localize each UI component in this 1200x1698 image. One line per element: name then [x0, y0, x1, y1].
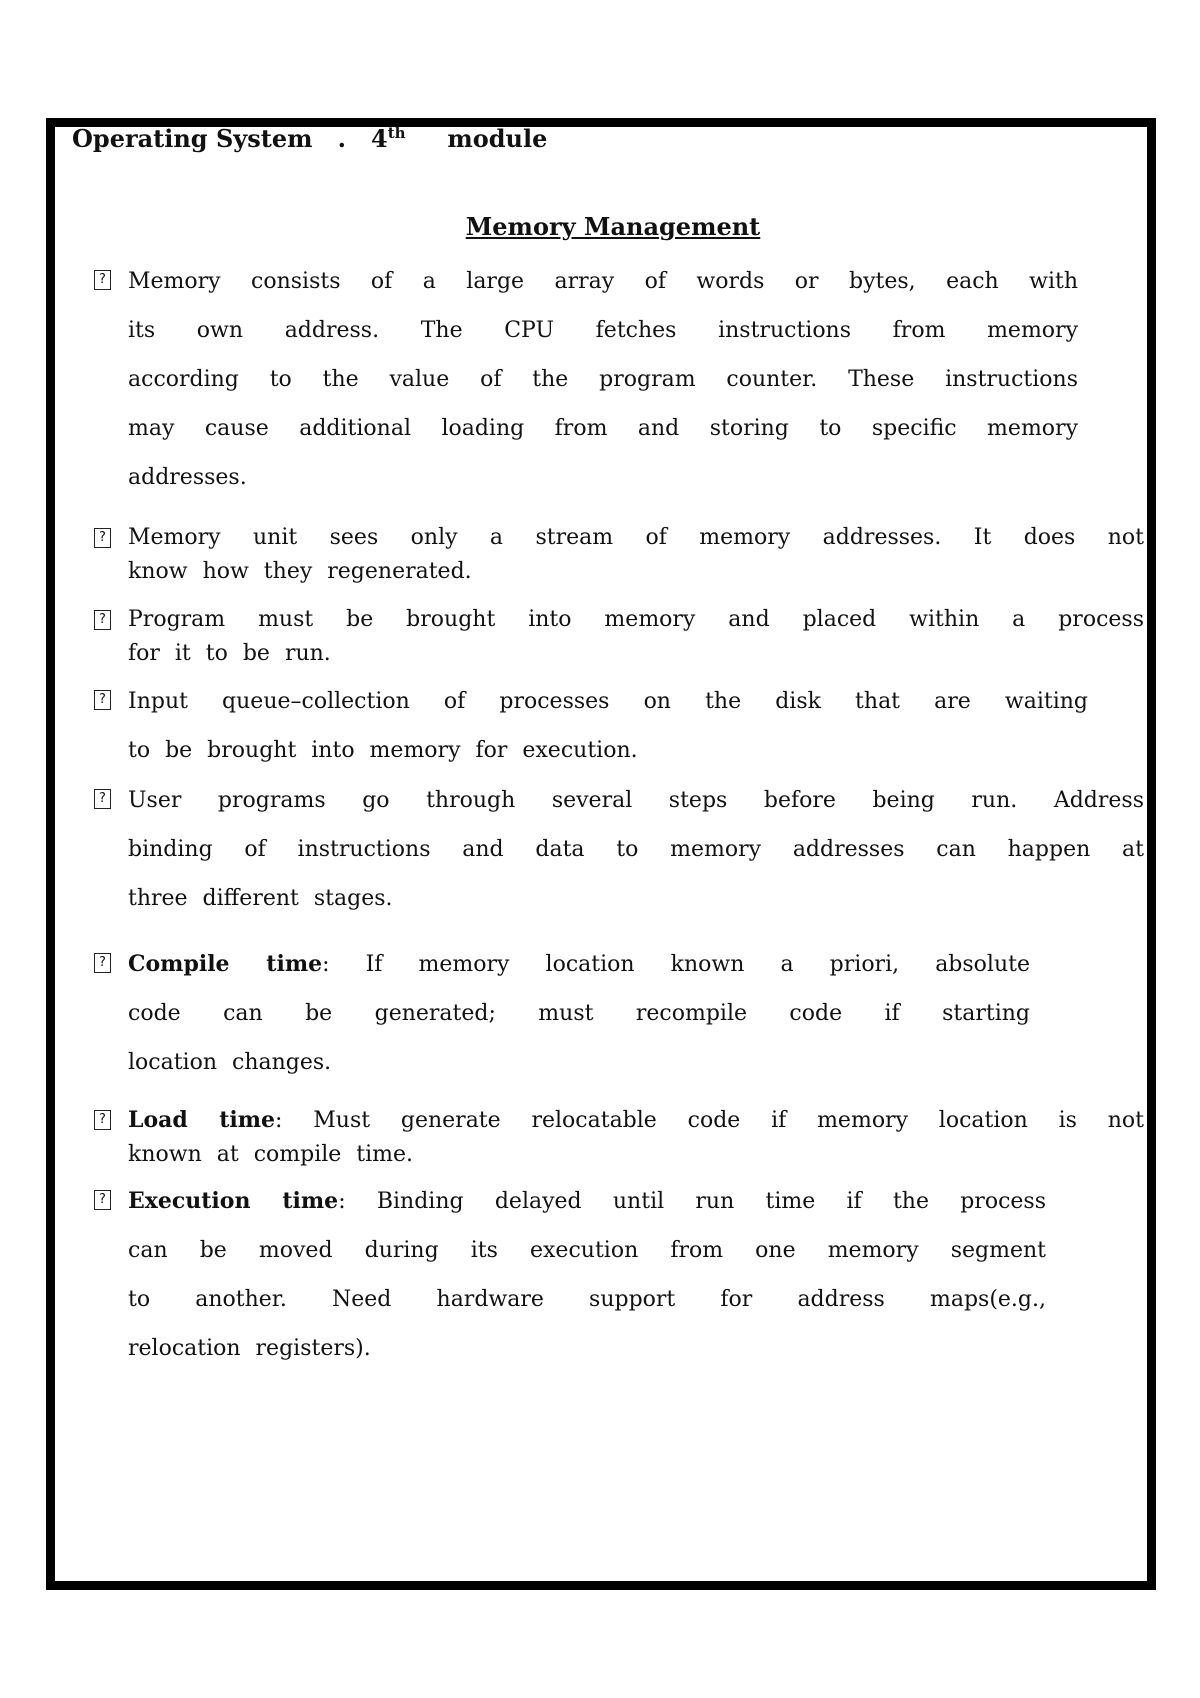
box-icon: ?: [94, 1190, 111, 1210]
text-line: binding of instructions and data to memory addresses can happen at: [128, 837, 1144, 862]
text-line: according to the value of the program counter. These instructions: [128, 367, 1078, 392]
bullet-text: [128, 940, 1030, 1087]
bullet-text: [128, 603, 1144, 671]
term-load-time: Load time: [128, 1107, 276, 1133]
box-icon: ?: [94, 610, 111, 630]
text-line: relocation registers).: [128, 1336, 371, 1361]
bullet-text: [128, 257, 1078, 502]
text-line: [128, 1103, 1144, 1138]
page-header: [72, 124, 547, 153]
text-line: for it to be run.: [128, 641, 331, 666]
text-line: [128, 940, 1030, 989]
text-line: can be moved during its execution from one memory segment: [128, 1238, 1046, 1263]
header-separator: .: [337, 124, 346, 153]
text-line: Program must be brought into memory and placed within a process: [128, 607, 1144, 632]
bullet-text: [128, 776, 1144, 923]
text-line: Input queue–collection of processes on the disk that are waiting: [128, 689, 1088, 714]
term-definition: : Binding delayed until run time if the process: [338, 1189, 1046, 1214]
bullet-text: [128, 677, 1088, 775]
text-line: code can be generated; must recompile code if starting: [128, 1001, 1030, 1026]
text-line: Memory unit sees only a stream of memory addresses. It does not: [128, 525, 1144, 550]
header-module-label: module: [447, 124, 548, 153]
box-icon: ?: [94, 690, 111, 710]
text-line: its own address. The CPU fetches instructions from memory: [128, 318, 1078, 343]
text-line: three different stages.: [128, 886, 393, 911]
term-execution-time: Execution time: [128, 1188, 339, 1214]
term-definition: : If memory location known a priori, absolute: [322, 952, 1030, 977]
text-line: to be brought into memory for execution.: [128, 738, 638, 763]
text-line: addresses.: [128, 465, 247, 490]
header-subject: Operating System: [72, 124, 313, 153]
bullet-text: [128, 521, 1144, 589]
page-title: Memory Management: [465, 212, 761, 241]
text-line: User programs go through several steps before being run. Address: [128, 788, 1144, 813]
bullet-text: [128, 1103, 1144, 1172]
box-icon: ?: [94, 528, 111, 548]
text-line: [128, 1177, 1046, 1226]
text-line: known at compile time.: [128, 1142, 414, 1167]
box-icon: ?: [94, 270, 111, 290]
box-icon: ?: [94, 953, 111, 973]
text-line: to another. Need hardware support for address maps(e.g.,: [128, 1287, 1046, 1312]
box-icon: ?: [94, 789, 111, 809]
box-icon: ?: [94, 1110, 111, 1130]
term-definition: : Must generate relocatable code if memory location is not: [275, 1108, 1144, 1133]
text-line: know how they regenerated.: [128, 559, 472, 584]
term-compile-time: Compile time: [128, 951, 323, 977]
text-line: Memory consists of a large array of words or bytes, each with: [128, 269, 1078, 294]
text-line: location changes.: [128, 1050, 332, 1075]
header-module-number: 4: [371, 124, 388, 153]
header-ordinal-suffix: th: [387, 124, 406, 142]
bullet-text: [128, 1177, 1046, 1373]
text-line: may cause additional loading from and storing to specific memory: [128, 416, 1078, 441]
